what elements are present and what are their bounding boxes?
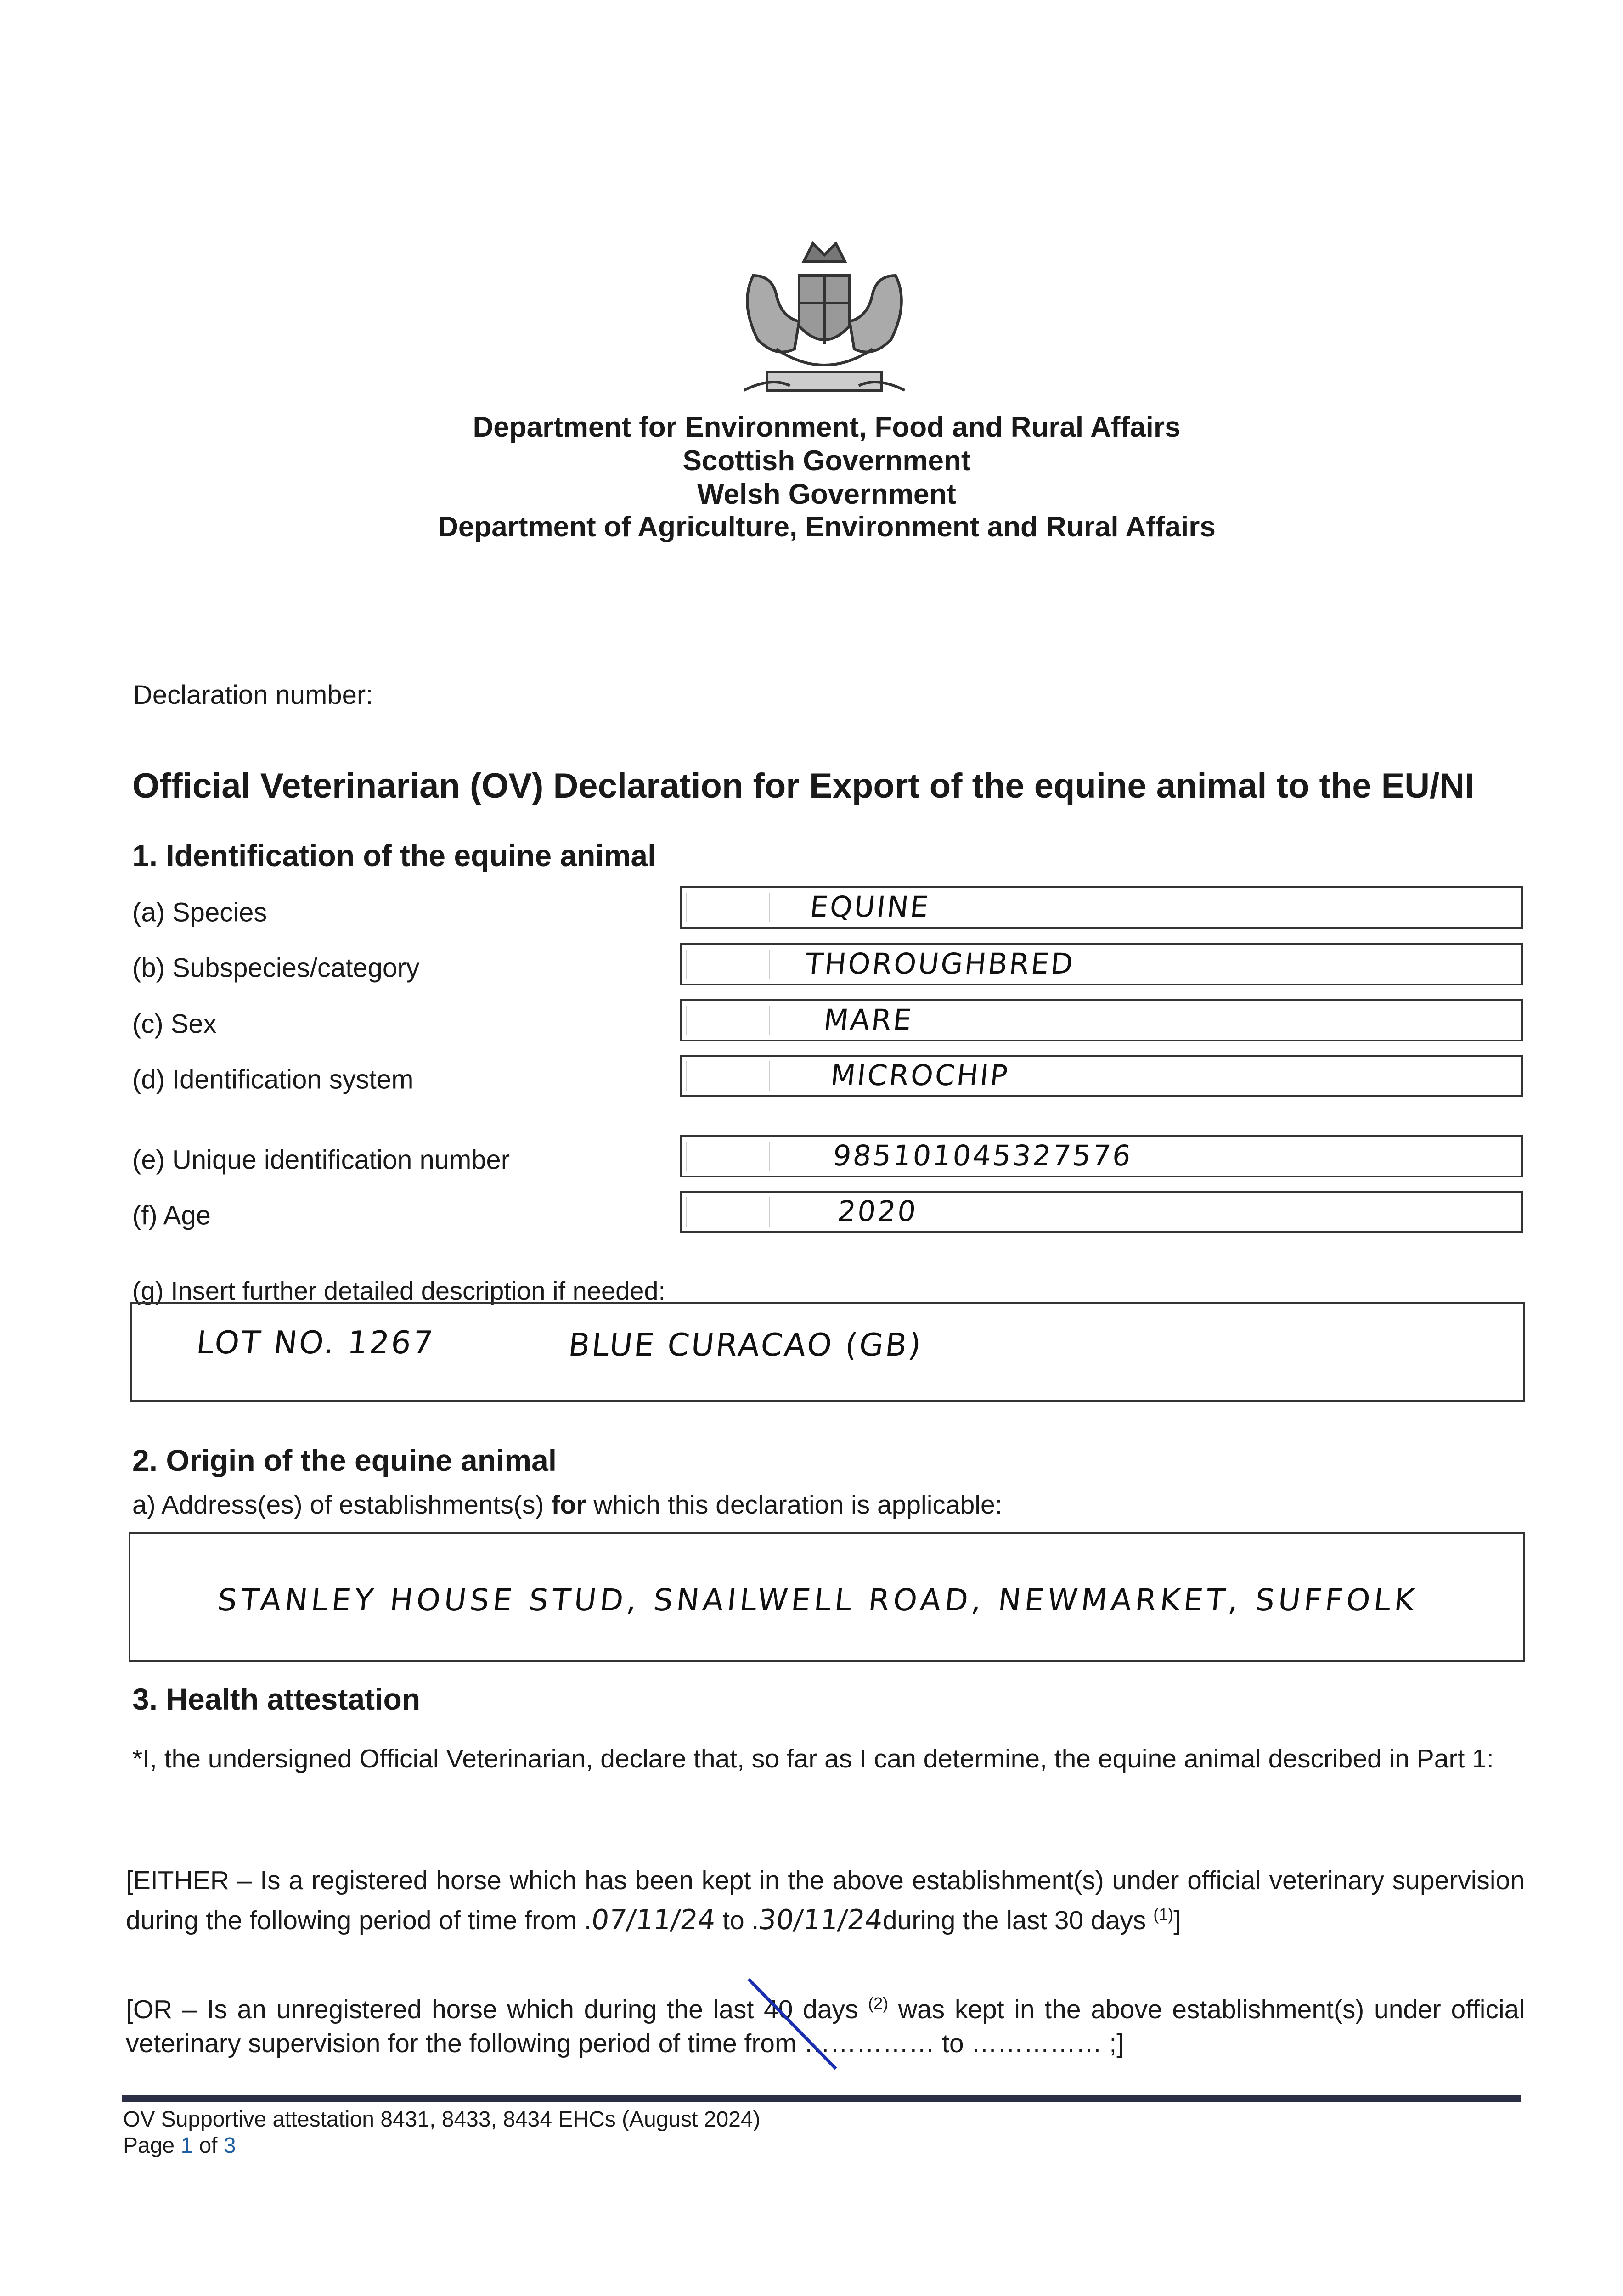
declaration-number-label: Declaration number: <box>133 680 373 710</box>
unique-id-label: (e) Unique identification number <box>132 1145 510 1175</box>
royal-crest-logo <box>726 234 923 404</box>
department-line-3: Welsh Government <box>697 478 956 510</box>
department-line-1: Department for Environment, Food and Rural Affairs <box>473 411 1181 443</box>
or-clause: [OR – Is an unregistered horse which during the last 40 days $^{(2)}$ was kept in the above establishment(s) under official veterinary supervision for the following period of time from …………… to …………… ;] <box>126 1994 1525 2058</box>
unique-id-field[interactable] <box>680 1135 1523 1177</box>
address-value: STANLEY HOUSE STUD, SNAILWELL ROAD, NEWMARKET, SUFFOLK <box>215 1582 1420 1618</box>
section-2-heading: 2. Origin of the equine animal <box>132 1443 557 1477</box>
identification-system-label: (d) Identification system <box>132 1064 414 1095</box>
horse-name-value: BLUE CURACAO (GB) <box>566 1327 925 1363</box>
either-from-date: 07/11/24 <box>590 1904 717 1936</box>
either-clause: [EITHER – Is a registered horse which has been kept in the above establishment(s) under official veterinary supervision during the following period of time from .07/11/24 to .30/11/24during the last 30 days $^{(1)}$] <box>126 1866 1525 1936</box>
age-field[interactable] <box>680 1191 1523 1233</box>
lot-number-value: LOT NO. 1267 <box>194 1325 437 1361</box>
footer-page-number: Page 1 of 3 <box>123 2133 236 2158</box>
species-field[interactable] <box>680 886 1523 929</box>
department-line-4: Department of Agriculture, Environment and Rural Affairs <box>438 511 1216 543</box>
subspecies-value: THOROUGHBRED <box>804 947 1076 980</box>
sex-value: MARE <box>822 1003 915 1036</box>
sex-label: (c) Sex <box>132 1009 217 1039</box>
identification-system-field[interactable] <box>680 1055 1523 1097</box>
section-1-heading: 1. Identification of the equine animal <box>132 838 656 872</box>
footer-rule <box>122 2095 1521 2102</box>
department-line-2: Scottish Government <box>682 445 971 477</box>
subspecies-label: (b) Subspecies/category <box>132 953 420 983</box>
section-3-heading: 3. Health attestation <box>132 1682 421 1716</box>
page-title: Official Veterinarian (OV) Declaration for Export of the equine animal to the EU/NI <box>132 766 1475 805</box>
species-label: (a) Species <box>132 897 267 928</box>
age-label: (f) Age <box>132 1200 211 1231</box>
footer-document-reference: OV Supportive attestation 8431, 8433, 8434 EHCs (August 2024) <box>123 2107 761 2132</box>
age-value: 2020 <box>836 1194 919 1228</box>
species-value: EQUINE <box>808 890 932 923</box>
health-intro: *I, the undersigned Official Veterinarian, declare that, so far as I can determine, the equine animal described in Part 1: <box>132 1744 1494 1773</box>
unique-id-value: 985101045327576 <box>831 1139 1134 1172</box>
address-label: a) Address(es) of establishments(s) for which this declaration is applicable: <box>132 1490 1003 1519</box>
sex-field[interactable] <box>680 999 1523 1041</box>
subspecies-field[interactable] <box>680 943 1523 985</box>
further-description-field[interactable] <box>130 1302 1525 1402</box>
identification-system-value: MICROCHIP <box>829 1058 1011 1092</box>
strike-through-mark <box>744 1975 845 2076</box>
further-description-label: (g) Insert further detailed description if needed: <box>132 1276 666 1305</box>
either-to-date: 30/11/24 <box>757 1904 885 1936</box>
address-field[interactable] <box>129 1532 1525 1662</box>
